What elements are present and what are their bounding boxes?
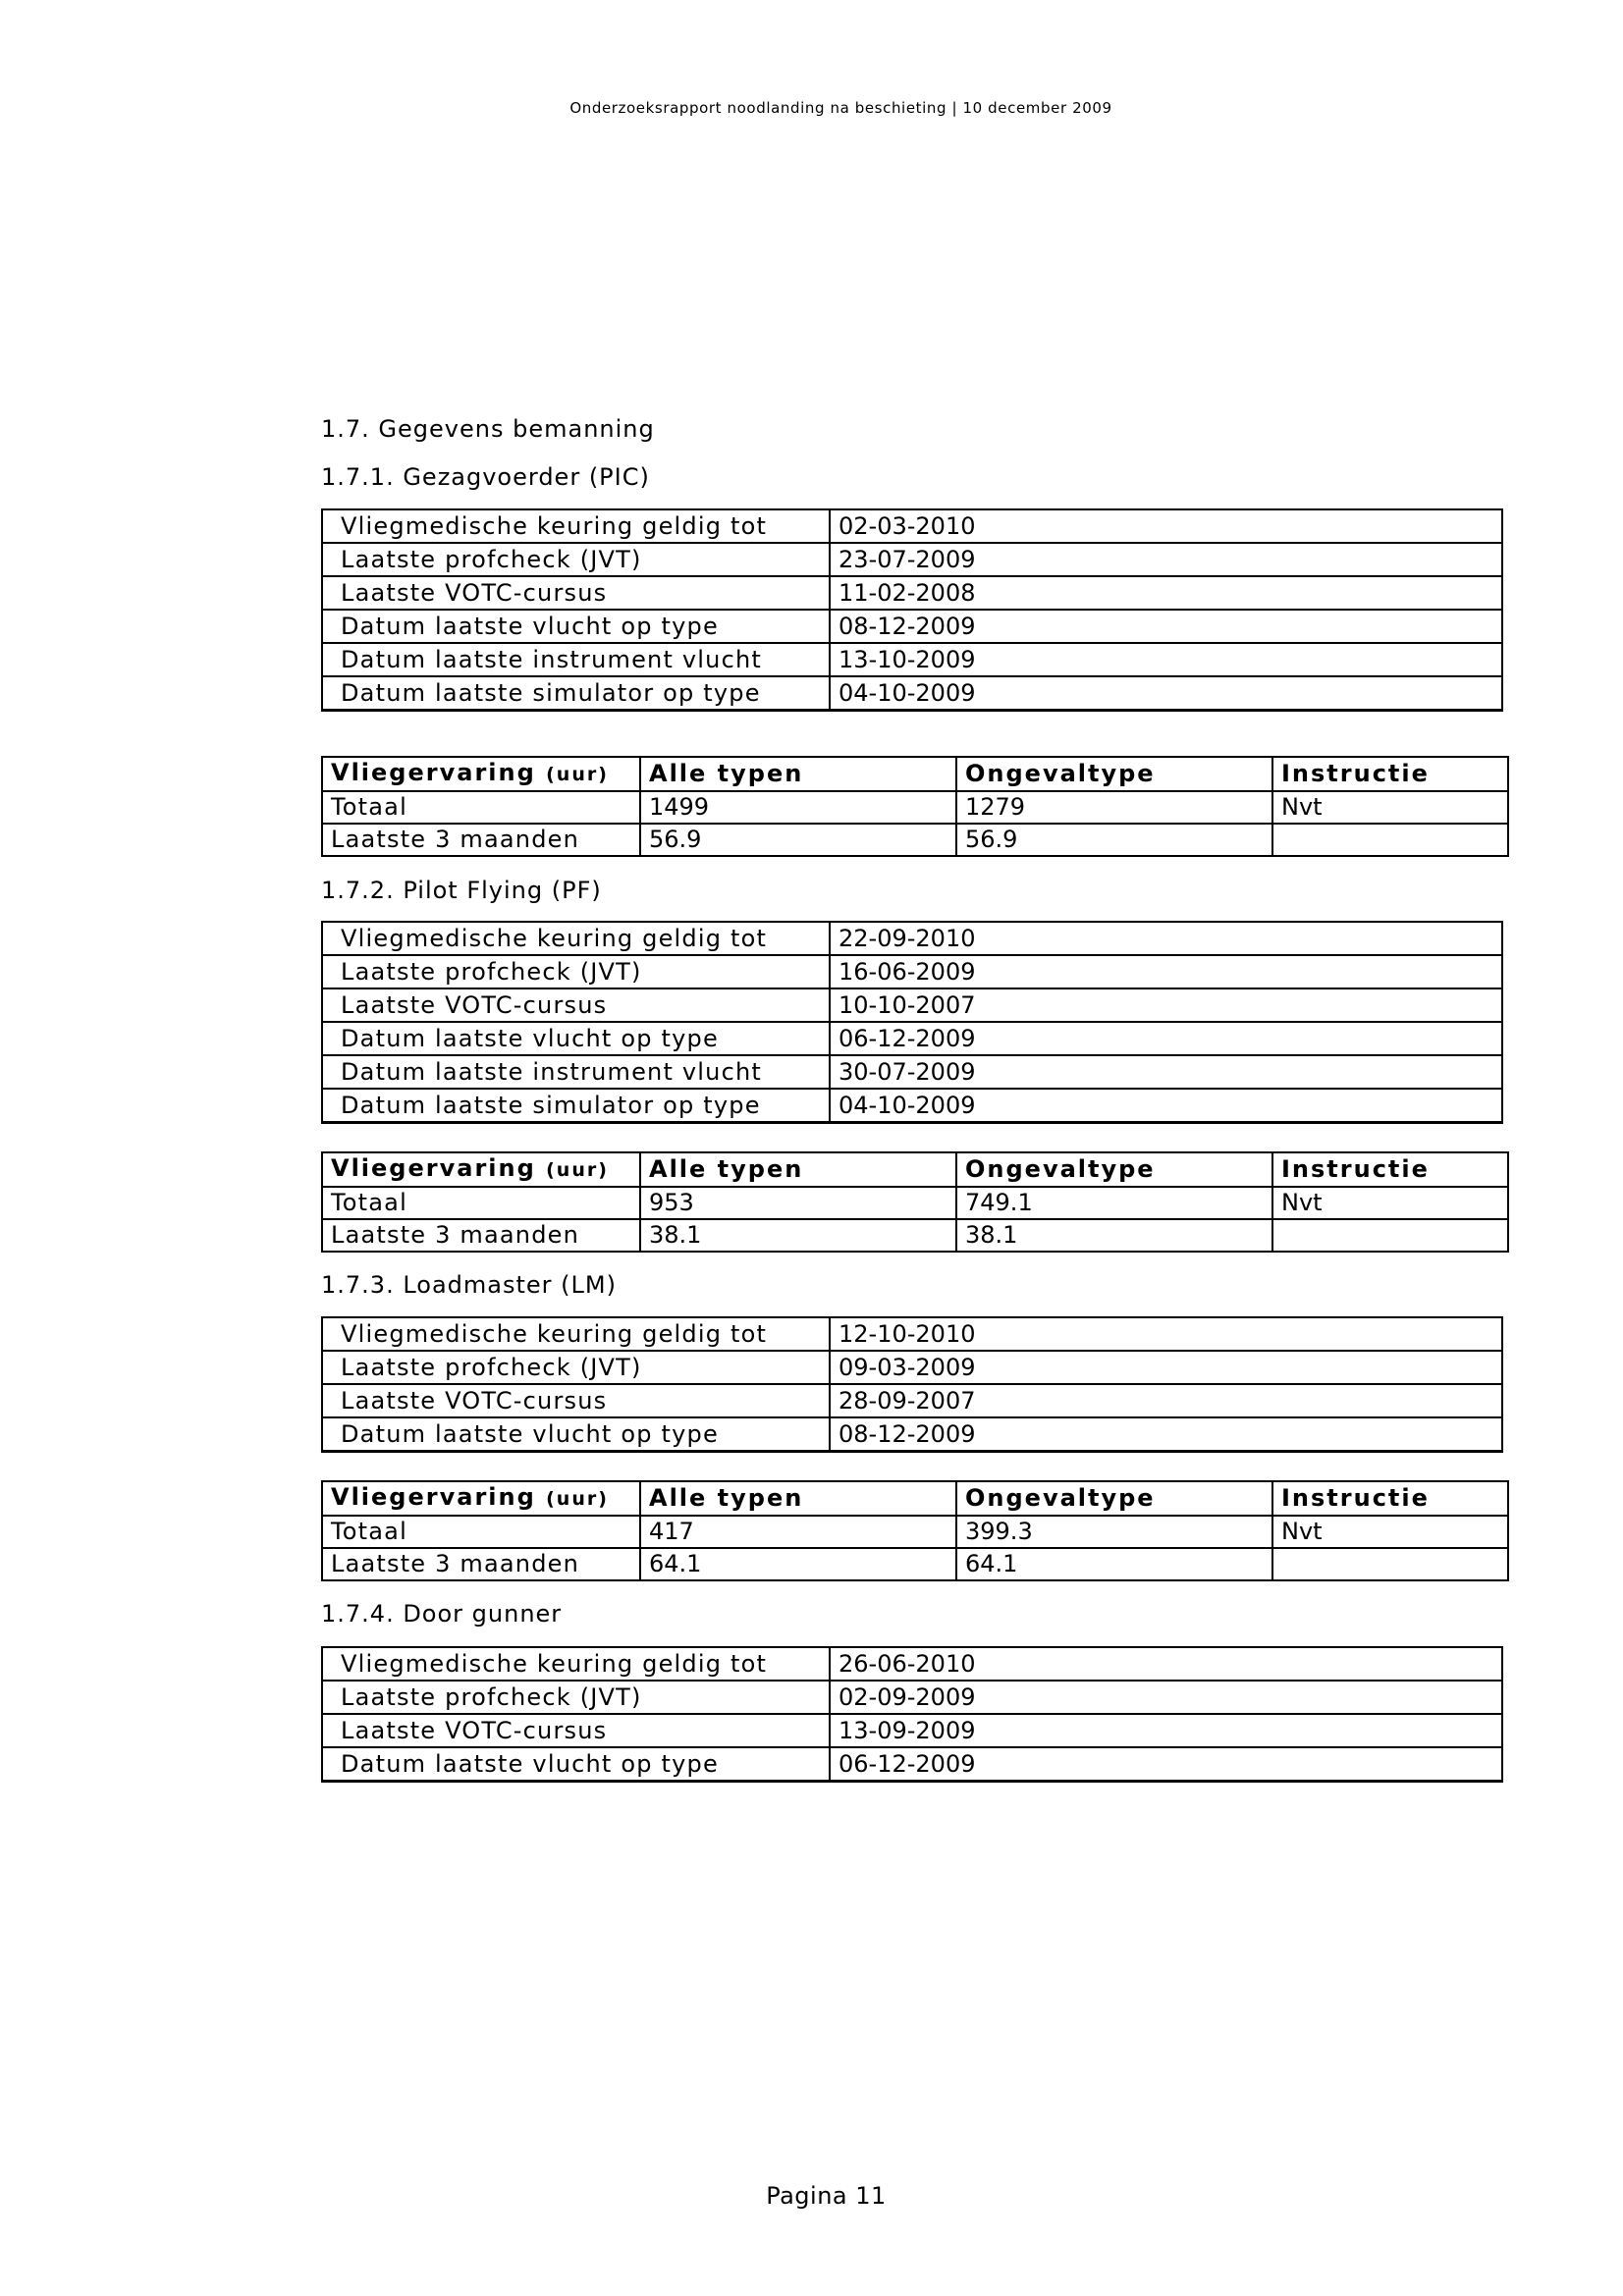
info-value: 28-09-2007 — [830, 1384, 1502, 1417]
cell-instruction — [1272, 1548, 1508, 1580]
table-row — [322, 1187, 1508, 1219]
header-cell — [322, 1481, 640, 1516]
lm-info-body — [322, 1317, 1502, 1452]
cell-all-types: 64.1 — [640, 1548, 956, 1580]
info-label: Laatste profcheck (JVT) — [322, 1681, 830, 1714]
info-value: 08-12-2009 — [830, 1417, 1502, 1452]
header-unit: (uur) — [546, 1159, 609, 1181]
header-cell: Instructie — [1272, 757, 1508, 791]
info-value: 02-03-2010 — [830, 509, 1502, 543]
table-row — [322, 955, 1502, 988]
info-value: 10-10-2007 — [830, 988, 1502, 1022]
cell-all-types: 56.9 — [640, 824, 956, 856]
header-cell — [322, 757, 640, 791]
info-label: Vliegmedische keuring geldig tot — [322, 1647, 830, 1681]
cell-accident-type: 749.1 — [956, 1187, 1272, 1219]
row-label: Laatste 3 maanden — [322, 1548, 640, 1580]
pic-title: 1.7.1. Gezagvoerder (PIC) — [321, 463, 650, 491]
header-cell: Ongevaltype — [956, 1152, 1272, 1187]
info-label: Datum laatste vlucht op type — [322, 1417, 830, 1452]
table-row — [322, 1219, 1508, 1252]
lm-experience-table — [321, 1480, 1509, 1581]
cell-all-types: 417 — [640, 1516, 956, 1548]
header-cell: Instructie — [1272, 1481, 1508, 1516]
table-row — [322, 1022, 1502, 1055]
table-row — [322, 1681, 1502, 1714]
header-label: Vliegervaring — [331, 759, 536, 786]
table-row — [322, 1548, 1508, 1580]
cell-instruction — [1272, 1219, 1508, 1252]
info-value: 30-07-2009 — [830, 1055, 1502, 1089]
header-cell: Alle typen — [640, 1152, 956, 1187]
pf-info-body — [322, 922, 1502, 1123]
pf-experience-body — [322, 1152, 1508, 1252]
info-value: 04-10-2009 — [830, 1089, 1502, 1123]
info-label: Datum laatste vlucht op type — [322, 610, 830, 643]
cell-all-types: 1499 — [640, 791, 956, 824]
cell-accident-type: 64.1 — [956, 1548, 1272, 1580]
cell-instruction — [1272, 824, 1508, 856]
info-value: 13-10-2009 — [830, 643, 1502, 676]
info-value: 12-10-2010 — [830, 1317, 1502, 1351]
table-row — [322, 1384, 1502, 1417]
lm-title: 1.7.3. Loadmaster (LM) — [321, 1271, 617, 1299]
pf-experience-table — [321, 1151, 1509, 1253]
info-label: Laatste VOTC-cursus — [322, 1714, 830, 1747]
table-row — [322, 791, 1508, 824]
cell-accident-type: 38.1 — [956, 1219, 1272, 1252]
table-row — [322, 543, 1502, 576]
info-value: 26-06-2010 — [830, 1647, 1502, 1681]
info-label: Vliegmedische keuring geldig tot — [322, 1317, 830, 1351]
info-value: 06-12-2009 — [830, 1022, 1502, 1055]
table-row — [322, 988, 1502, 1022]
info-value: 06-12-2009 — [830, 1747, 1502, 1782]
lm-experience-body — [322, 1481, 1508, 1580]
info-label: Datum laatste instrument vlucht — [322, 643, 830, 676]
info-label: Laatste profcheck (JVT) — [322, 543, 830, 576]
page-number: Pagina 11 — [766, 2182, 887, 2210]
info-label: Laatste VOTC-cursus — [322, 1384, 830, 1417]
table-header-row — [322, 1481, 1508, 1516]
header-cell: Ongevaltype — [956, 1481, 1272, 1516]
table-row — [322, 676, 1502, 711]
table-row — [322, 1317, 1502, 1351]
cell-accident-type: 399.3 — [956, 1516, 1272, 1548]
pic-info-table — [321, 508, 1503, 712]
table-row — [322, 1647, 1502, 1681]
cell-all-types: 953 — [640, 1187, 956, 1219]
info-value: 08-12-2009 — [830, 610, 1502, 643]
header-label: Vliegervaring — [331, 1154, 536, 1182]
row-label: Totaal — [322, 791, 640, 824]
table-row — [322, 1417, 1502, 1452]
pf-info-table — [321, 921, 1503, 1124]
cell-all-types: 38.1 — [640, 1219, 956, 1252]
header-cell — [322, 1152, 640, 1187]
dg-info-body — [322, 1647, 1502, 1782]
info-label: Datum laatste vlucht op type — [322, 1747, 830, 1782]
pic-experience-body — [322, 757, 1508, 856]
cell-accident-type: 1279 — [956, 791, 1272, 824]
row-label: Laatste 3 maanden — [322, 824, 640, 856]
header-unit: (uur) — [546, 764, 609, 785]
pic-experience-table — [321, 756, 1509, 857]
section-title: 1.7. Gegevens bemanning — [321, 415, 655, 443]
table-row — [322, 1089, 1502, 1123]
table-row — [322, 1351, 1502, 1384]
dg-info-table — [321, 1646, 1503, 1783]
table-row — [322, 509, 1502, 543]
info-label: Datum laatste instrument vlucht — [322, 1055, 830, 1089]
row-label: Totaal — [322, 1187, 640, 1219]
table-row — [322, 576, 1502, 610]
info-label: Laatste VOTC-cursus — [322, 576, 830, 610]
info-value: 23-07-2009 — [830, 543, 1502, 576]
page-header: Onderzoeksrapport noodlanding na beschieting | 10 december 2009 — [569, 99, 1112, 117]
table-row — [322, 1516, 1508, 1548]
info-label: Datum laatste simulator op type — [322, 676, 830, 711]
info-label: Laatste profcheck (JVT) — [322, 1351, 830, 1384]
cell-accident-type: 56.9 — [956, 824, 1272, 856]
info-label: Datum laatste vlucht op type — [322, 1022, 830, 1055]
info-value: 04-10-2009 — [830, 676, 1502, 711]
row-label: Totaal — [322, 1516, 640, 1548]
info-value: 13-09-2009 — [830, 1714, 1502, 1747]
table-header-row — [322, 1152, 1508, 1187]
info-label: Datum laatste simulator op type — [322, 1089, 830, 1123]
dg-title: 1.7.4. Door gunner — [321, 1600, 563, 1628]
cell-instruction: Nvt — [1272, 791, 1508, 824]
table-row — [322, 922, 1502, 955]
table-row — [322, 643, 1502, 676]
table-row — [322, 610, 1502, 643]
info-label: Laatste profcheck (JVT) — [322, 955, 830, 988]
header-cell: Instructie — [1272, 1152, 1508, 1187]
info-label: Vliegmedische keuring geldig tot — [322, 922, 830, 955]
table-row — [322, 824, 1508, 856]
table-row — [322, 1714, 1502, 1747]
pic-info-body — [322, 509, 1502, 711]
cell-instruction: Nvt — [1272, 1516, 1508, 1548]
info-label: Vliegmedische keuring geldig tot — [322, 509, 830, 543]
info-value: 09-03-2009 — [830, 1351, 1502, 1384]
header-unit: (uur) — [546, 1488, 609, 1510]
table-header-row — [322, 757, 1508, 791]
info-value: 16-06-2009 — [830, 955, 1502, 988]
table-row — [322, 1055, 1502, 1089]
info-value: 11-02-2008 — [830, 576, 1502, 610]
pf-title: 1.7.2. Pilot Flying (PF) — [321, 877, 602, 904]
header-cell: Ongevaltype — [956, 757, 1272, 791]
header-cell: Alle typen — [640, 757, 956, 791]
header-label: Vliegervaring — [331, 1483, 536, 1511]
cell-instruction: Nvt — [1272, 1187, 1508, 1219]
info-value: 22-09-2010 — [830, 922, 1502, 955]
table-row — [322, 1747, 1502, 1782]
info-label: Laatste VOTC-cursus — [322, 988, 830, 1022]
header-cell: Alle typen — [640, 1481, 956, 1516]
row-label: Laatste 3 maanden — [322, 1219, 640, 1252]
lm-info-table — [321, 1316, 1503, 1453]
info-value: 02-09-2009 — [830, 1681, 1502, 1714]
